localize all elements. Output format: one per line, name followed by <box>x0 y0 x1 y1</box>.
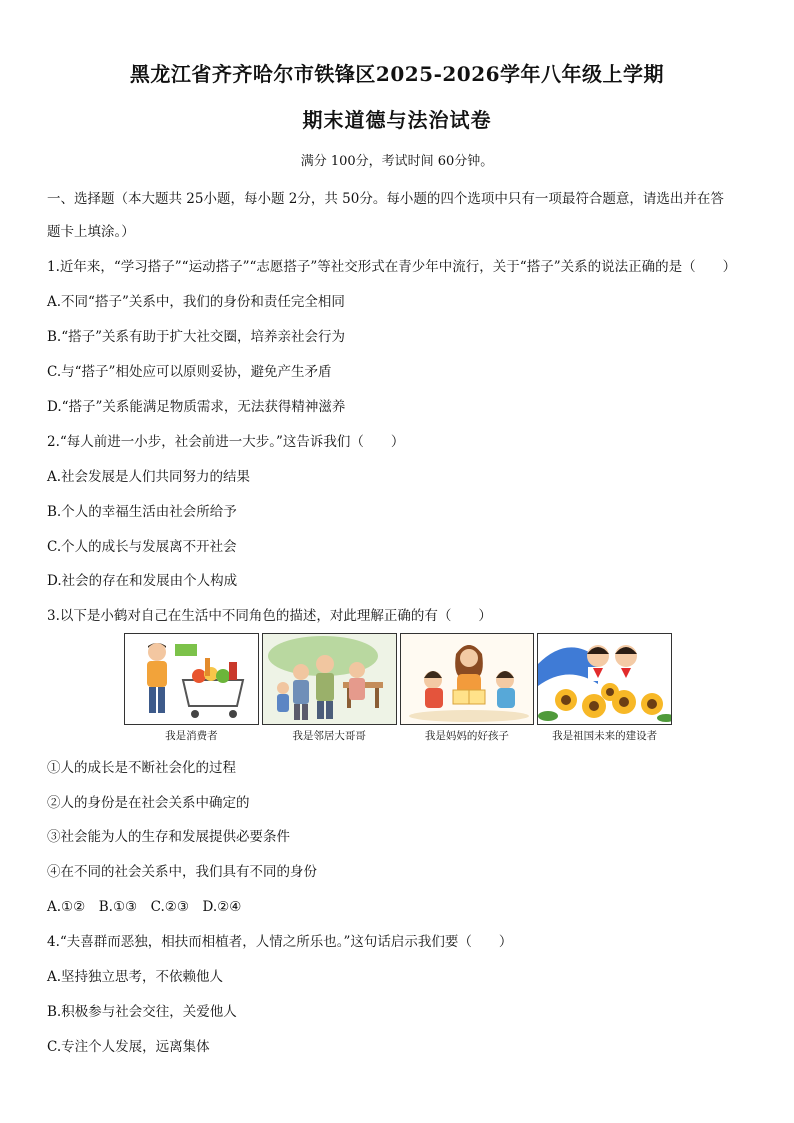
section-heading: 一、选择题（本大题共 25小题，每小题 2分，共 50分。每小题的四个选项中只有一项最符合题意，请选出并在答 <box>47 191 724 207</box>
q1-option-d: D.“搭子”关系能满足物质需求，无法获得精神滋养 <box>47 399 346 415</box>
caption-future-builder: 我是祖国未来的建设者 <box>552 730 658 742</box>
q1-option-b: B.“搭子”关系有助于扩大社交圈，培养亲社会行为 <box>47 329 346 345</box>
q3-stem: 3.以下是小鹤对自己在生活中不同角色的描述，对此理解正确的有（ ） <box>47 608 492 624</box>
q3-statement-2: ②人的身份是在社会关系中确定的 <box>47 795 250 811</box>
q4-option-b: B.积极参与社会交往，关爱他人 <box>47 1004 237 1020</box>
future-builder-illustration <box>537 633 672 725</box>
caption-good-child: 我是妈妈的好孩子 <box>424 730 509 742</box>
q4-option-a: A.坚持独立思考，不依赖他人 <box>47 969 224 985</box>
caption-neighbor: 我是邻居大哥哥 <box>292 730 366 742</box>
mother-child-illustration <box>400 633 535 725</box>
neighbor-illustration <box>262 633 397 725</box>
consumer-illustration <box>124 633 259 725</box>
q3-choices: A.①② B.①③ C.②③ D.②④ <box>47 899 242 915</box>
q2-option-d: D.社会的存在和发展由个人构成 <box>47 573 238 589</box>
q3-captions <box>124 728 672 743</box>
q1-stem: 1.近年来，“学习搭子”“运动搭子”“志愿搭子”等社交形式在青少年中流行，关于“搭子”关系的说法正确的是（ ） <box>47 259 737 275</box>
q1-option-c: C.与“搭子”相处应可以原则妥协，避免产生矛盾 <box>47 364 332 380</box>
caption-consumer: 我是消费者 <box>165 730 218 742</box>
q2-option-a: A.社会发展是人们共同努力的结果 <box>47 469 251 485</box>
section-heading-cont: 题卡上填涂。） <box>47 224 135 240</box>
exam-score-time: 满分 100分，考试时间 60分钟。 <box>300 154 494 169</box>
q2-option-b: B.个人的幸福生活由社会所给予 <box>47 504 237 520</box>
q1-option-a: A.不同“搭子”关系中，我们的身份和责任完全相同 <box>47 294 345 310</box>
q4-option-c: C.专注个人发展，远离集体 <box>47 1039 210 1055</box>
q3-statement-1: ①人的成长是不断社会化的过程 <box>47 760 236 776</box>
q4-stem: 4.“夫喜群而恶独，相扶而相植者，人情之所乐也。”这句话启示我们要（ ） <box>47 934 513 950</box>
exam-title: 黑龙江省齐齐哈尔市铁锋区2025-2026学年八年级上学期 <box>129 62 665 86</box>
exam-subtitle-title: 期末道德与法治试卷 <box>302 108 492 132</box>
q2-stem: 2.“每人前进一小步，社会前进一大步。”这告诉我们（ ） <box>47 434 405 450</box>
q3-illustrations <box>124 633 672 725</box>
q3-statement-3: ③社会能为人的生存和发展提供必要条件 <box>47 829 290 845</box>
q2-option-c: C.个人的成长与发展离不开社会 <box>47 539 237 555</box>
q3-statement-4: ④在不同的社会关系中，我们具有不同的身份 <box>47 864 317 880</box>
